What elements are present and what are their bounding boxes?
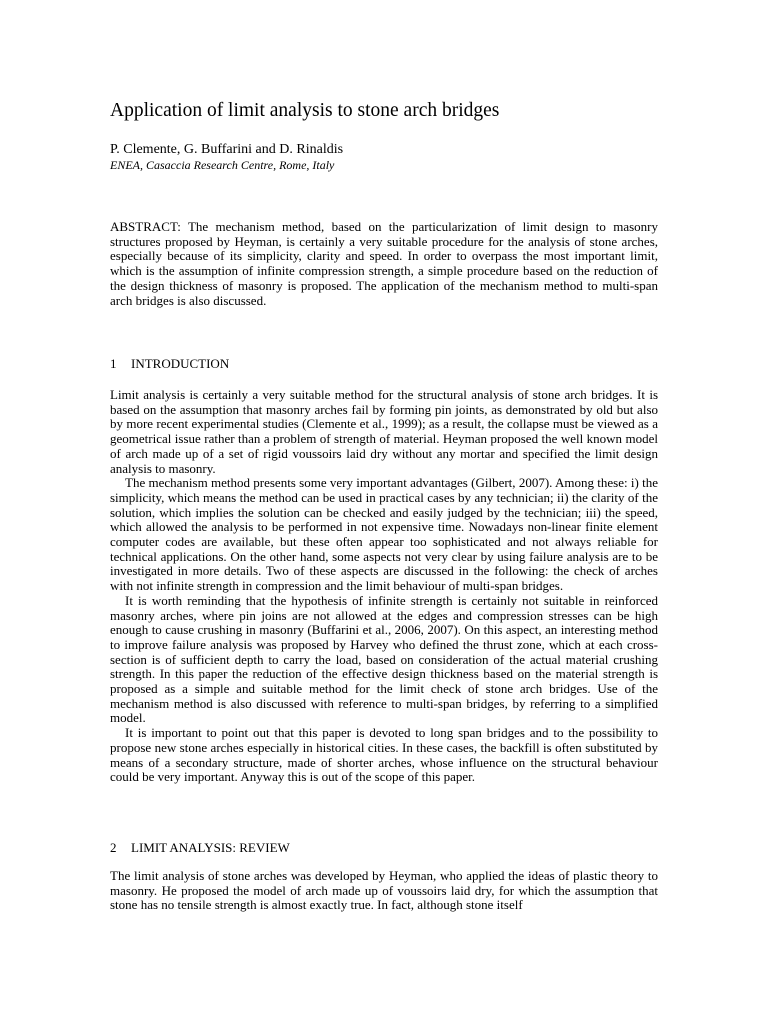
- paper-authors: P. Clemente, G. Buffarini and D. Rinaldis: [110, 142, 344, 157]
- paragraph: It is important to point out that this paper is devoted to long span bridges and to the possibility to propose new stone arches especially in historical cities. In these cases, the backfill is often substituted by means of a secondary structure, made of shorter arches, whose influence on the structural behaviour could be very important. Anyway this is out of the scope of this paper.: [110, 725, 658, 785]
- paragraph: The mechanism method presents some very important advantages (Gilbert, 2007). Among these: i) the simplicity, which means the method can be used in practical cases by any technician; ii) the clarity of the solution, which implies the solution can be checked and easily judged by the technician; iii) the speed, which allowed the analysis to be performed in not expensive time. Nowadays non-linear finite element computer codes are available, but these often appear too sophisticated and not always reliable for technical applications. On the other hand, some aspects not very clear by using failure analysis are to be investigated in more details. Two of these aspects are discussed in the following: the check of arches with not infinite strength in compression and the limit behaviour of multi-span bridges.: [110, 475, 658, 594]
- paragraph: It is worth reminding that the hypothesis of infinite strength is certainly not suitable in reinforced masonry arches, where pin joins are not allowed at the edges and compression stresses can be high enough to cause crushing in masonry (Buffarini et al., 2006, 2007). On this aspect, an interesting method to improve failure analysis was proposed by Harvey who defined the thrust zone, which at each cross-section is of sufficient depth to carry the load, based on consideration of the actual material crushing strength. In this paper the reduction of the effective design thickness based on the material strength is proposed as a simple and suitable method for the limit check of stone arch bridges. Use of the mechanism method is also discussed with reference to multi-span bridges, by referring to a simplified model.: [110, 592, 658, 726]
- section-title: LIMIT ANALYSIS: REVIEW: [131, 840, 290, 855]
- paragraph: Limit analysis is certainly a very suitable method for the structural analysis of stone arch bridges. It is based on the assumption that masonry arches fail by forming pin joints, as demonstrated by old but also by more recent experimental studies (Clemente et al., 1999); as a result, the collapse must be viewed as a geometrical issue rather than a problem of strength of material. Heyman proposed the well known model of arch made up of a set of rigid voussoirs laid dry without any mortar and specified the limit design analysis to masonry.: [110, 387, 658, 476]
- section-body-introduction: [110, 388, 658, 785]
- section-body-limit-analysis-review: [110, 869, 658, 913]
- paragraph: The limit analysis of stone arches was developed by Heyman, who applied the ideas of plastic theory to masonry. He proposed the model of arch made up of voussoirs laid dry, for which the assumption that stone has no tensile strength is almost exactly true. In fact, although stone itself: [110, 868, 658, 913]
- paper-title: Application of limit analysis to stone arch bridges: [110, 100, 500, 121]
- section-heading-introduction: [110, 356, 658, 372]
- section-heading-limit-analysis-review: [110, 840, 658, 856]
- paper-affiliation: ENEA, Casaccia Research Centre, Rome, Italy: [110, 158, 335, 172]
- section-number: 1: [110, 356, 117, 371]
- abstract: [110, 220, 658, 308]
- section-title: INTRODUCTION: [131, 356, 230, 371]
- abstract-text: ABSTRACT: The mechanism method, based on the particularization of limit design to masonry structures proposed by Heyman, is certainly a very suitable procedure for the analysis of stone arches, especially because of its simplicity, clarity and speed. In order to overpass the most important limit, which is the assumption of infinite compression strength, a simple procedure based on the reduction of the design thickness of masonry is proposed. The application of the mechanism method to multi-span arch bridges is also discussed.: [110, 219, 658, 308]
- section-number: 2: [110, 840, 117, 855]
